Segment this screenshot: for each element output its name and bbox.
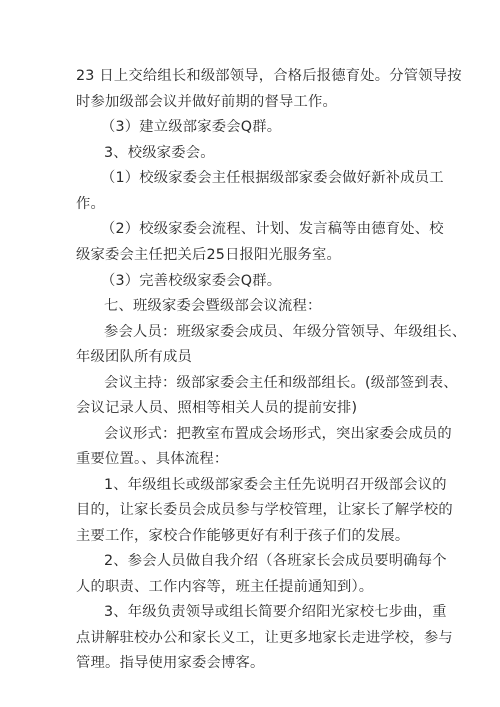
text-line: 管理。指导使用家委会博客。 xyxy=(76,655,265,671)
text-line: 时参加级部会议并做好前期的督导工作。 xyxy=(76,94,337,110)
text-line: 年级团队所有成员 xyxy=(76,349,192,365)
text-line: 主要工作，家校合作能够更好有利于孩子们的发展。 xyxy=(76,528,410,544)
text-line: （2）校级家委会流程、计划、发言稿等由德育处、校 xyxy=(101,221,444,237)
text-line: （3）建立级部家委会Q群。 xyxy=(101,119,282,135)
text-line: （1）校级家委会主任根据级部家委会做好新补成员工 xyxy=(101,170,444,186)
text-line: 人的职责、工作内容等，班主任提前通知到）。 xyxy=(76,579,374,595)
text-line: 参会人员：班级家委会成员、年级分管领导、年级组长、 xyxy=(104,324,467,340)
text-line: 会议主持：级部家委会主任和级部组长。(级部签到表、 xyxy=(104,375,458,391)
text-line: 会议形式：把教室布置成会场形式，突出家委会成员的 xyxy=(104,426,452,442)
text-line: 目的，让家长委员会成员参与学校管理，让家长了解学校的 xyxy=(76,502,453,518)
text-line: 3、年级负责领导或组长简要介绍阳光家校七步曲，重 xyxy=(104,604,447,620)
text-line: 23 日上交给组长和级部领导，合格后报德育处。分管领导按 xyxy=(76,68,462,84)
text-line: 1、年级组长或级部家委会主任先说明召开级部会议的 xyxy=(104,477,447,493)
text-line: 3、校级家委会。 xyxy=(104,145,215,161)
text-line: 点讲解驻校办公和家长义工，让更多地家长走进学校，参与 xyxy=(76,630,453,646)
text-line: 会议记录人员、照相等相关人员的提前安排) xyxy=(76,400,358,416)
text-line: 作。 xyxy=(76,196,105,212)
text-line: 重要位置。、具体流程： xyxy=(76,451,229,467)
text-line: 2、参会人员做自我介绍（各班家长会成员要明确每个 xyxy=(104,553,447,569)
text-line: 级家委会主任把关后25日报阳光服务室。 xyxy=(76,247,342,263)
text-line: 七、班级家委会暨级部会议流程： xyxy=(104,298,322,314)
text-line: （3）完善校级家委会Q群。 xyxy=(101,273,282,289)
